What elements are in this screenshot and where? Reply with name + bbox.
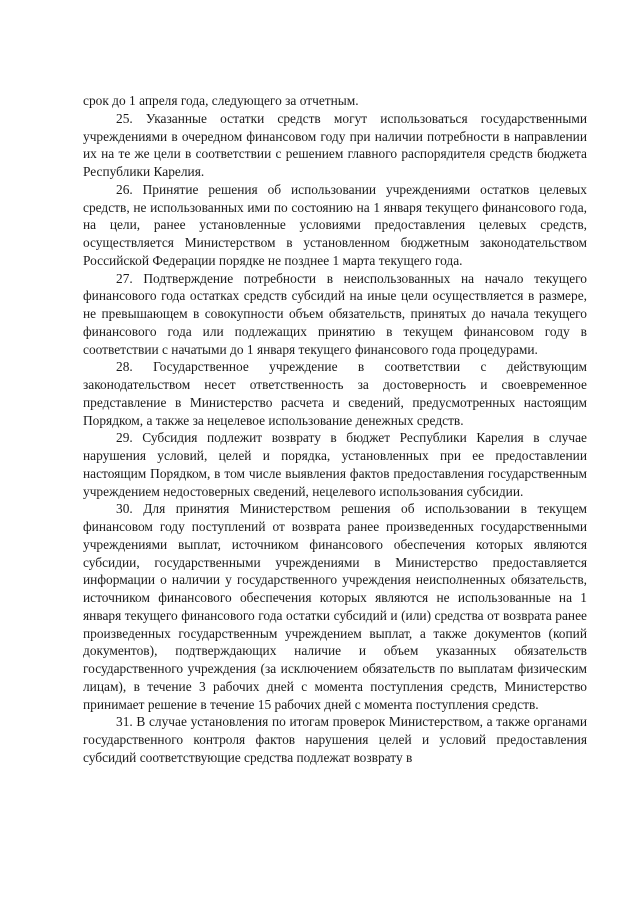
paragraph-25: 25. Указанные остатки средств могут использоваться государственными учреждениями в очередном финансовом году при наличии потребности в направлении их на те же цели в соответствии с решением главного распорядителя средств бюджета Республики Карелия. — [83, 110, 587, 179]
document-page — [83, 92, 587, 767]
paragraph-30: 30. Для принятия Министерством решения об использовании в текущем финансовом году поступлений от возврата ранее произведенных государственными учреждениями выплат, источником финансового обеспечения которых являются субсидии, государственными учреждениями в Министерство предоставляется информации о наличии у государственного учреждения неисполненных обязательств, источником финансового обеспечения которых являются не использованные на 1 января текущего финансового года остатки субсидий и (или) средства от возврата ранее произведенных государственным учреждением выплат, а также документов (копий документов), подтверждающих наличие и объем указанных обязательств государственного учреждения (за исключением обязательств по выплатам физическим лицам), в течение 3 рабочих дней с момента поступления средств, Министерство принимает решение в течение 15 рабочих дней с момента поступления средств. — [83, 501, 587, 712]
paragraph-continuation: срок до 1 апреля года, следующего за отчетным. — [83, 93, 359, 108]
paragraph-28: 28. Государственное учреждение в соответствии с действующим законодательством несет ответственность за достоверность и своевременное представление в Министерство расчета и сведений, предусмотренных настоящим Порядком, а также за нецелевое использование денежных средств. — [83, 359, 587, 428]
paragraph-31: 31. В случае установления по итогам проверок Министерством, а также органами государственного контроля фактов нарушения целей и условий предоставления субсидий соответствующие средства подлежат возврату в — [83, 714, 587, 765]
paragraph-26: 26. Принятие решения об использовании учреждениями остатков целевых средств, не использованных ими по состоянию на 1 января текущего финансового года, на цели, ранее установленные условиями предоставления целевых средств, осуществляется Министерством в установленном бюджетным законодательством Российской Федерации порядке не позднее 1 марта текущего года. — [83, 181, 587, 268]
paragraph-27: 27. Подтверждение потребности в неиспользованных на начало текущего финансового года остатках средств субсидий на иные цели осуществляется в размере, не превышающем в совокупности объем обязательств, принятых до начала текущего финансового года или подлежащих принятию в текущем финансовом году в соответствии с начатыми до 1 января текущего финансового года процедурами. — [83, 270, 587, 357]
paragraph-29: 29. Субсидия подлежит возврату в бюджет Республики Карелия в случае нарушения условий, целей и порядка, установленных при ее предоставлении настоящим Порядком, в том числе выявления фактов предоставления государственным учреждением недостоверных сведений, нецелевого использования субсидии. — [83, 430, 587, 499]
